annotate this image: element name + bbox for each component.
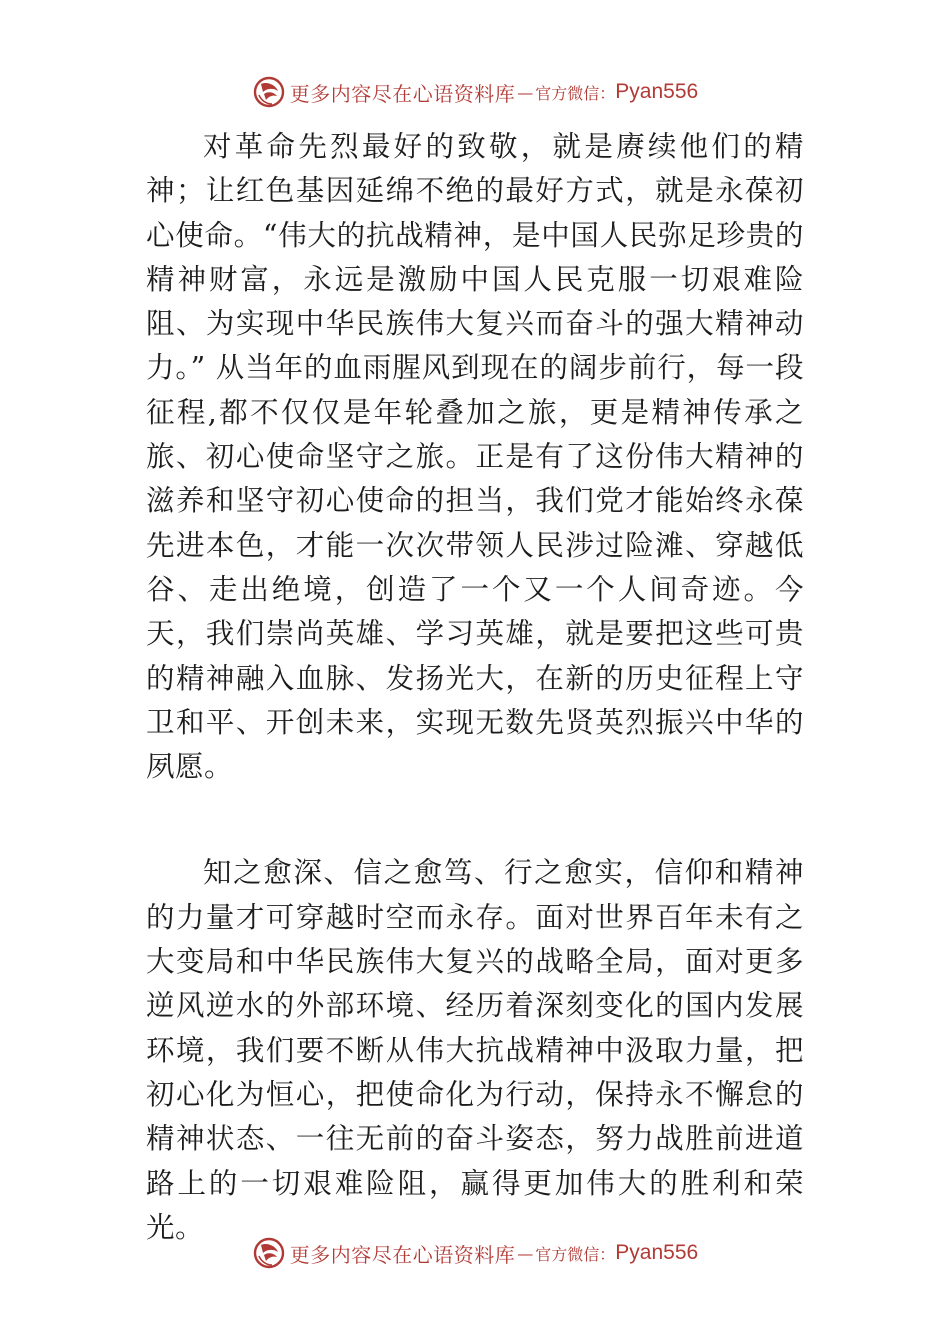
logo-icon [252,75,286,109]
banner-slogan: 更多内容尽在心语资料库 [289,1242,516,1267]
banner-wechat-label: 官方微信： [535,1244,616,1264]
banner-wechat-label: 官方微信： [535,83,616,103]
footer-banner [0,1233,950,1273]
banner-slogan: 更多内容尽在心语资料库 [289,81,516,106]
header-banner [0,72,950,112]
paragraph-2: 知之愈深、信之愈笃、行之愈实，信仰和精神的力量才可穿越时空而永存。面对世界百年未有之大变局和中华民族伟大复兴的战略全局，面对更多逆风逆水的外部环境、经历着深刻变化的国内发展环境，我们要不断从伟大抗战精神中汲取力量，把初心化为恒心，把使命化为行动，保持永不懈怠的精神状态、一往无前的奋斗姿态，努力战胜前进道路上的一切艰难险阻，赢得更加伟大的胜利和荣光。 [146,856,804,1244]
banner-wechat-id: Pyan556 [615,80,699,103]
logo-icon [252,1236,286,1270]
banner-separator: — [517,82,534,102]
banner-separator: — [517,1243,534,1263]
article-body [146,125,804,1250]
paragraph-1: 对革命先烈最好的致敬，就是赓续他们的精神；让红色基因延绵不绝的最好方式，就是永葆初心使命。“伟大的抗战精神，是中国人民弥足珍贵的精神财富，永远是激励中国人民克服一切艰难险阻、为实现中华民族伟大复兴而奋斗的强大精神动力。” 从当年的血雨腥风到现在的阔步前行，每一段征程,都不仅仅是年轮叠加之旅，更是精神传承之旅、初心使命坚守之旅。正是有了这份伟大精神的滋养和坚守初心使命的担当，我们党才能始终永葆先进本色，才能一次次带领人民涉过险滩、穿越低谷、走出绝境，创造了一个又一个人间奇迹。今天，我们崇尚英雄、学习英雄，就是要把这些可贵的精神融入血脉、发扬光大，在新的历史征程上守卫和平、开创未来，实现无数先贤英烈振兴中华的夙愿。 [146,130,804,784]
banner-wechat-id: Pyan556 [615,1241,699,1264]
